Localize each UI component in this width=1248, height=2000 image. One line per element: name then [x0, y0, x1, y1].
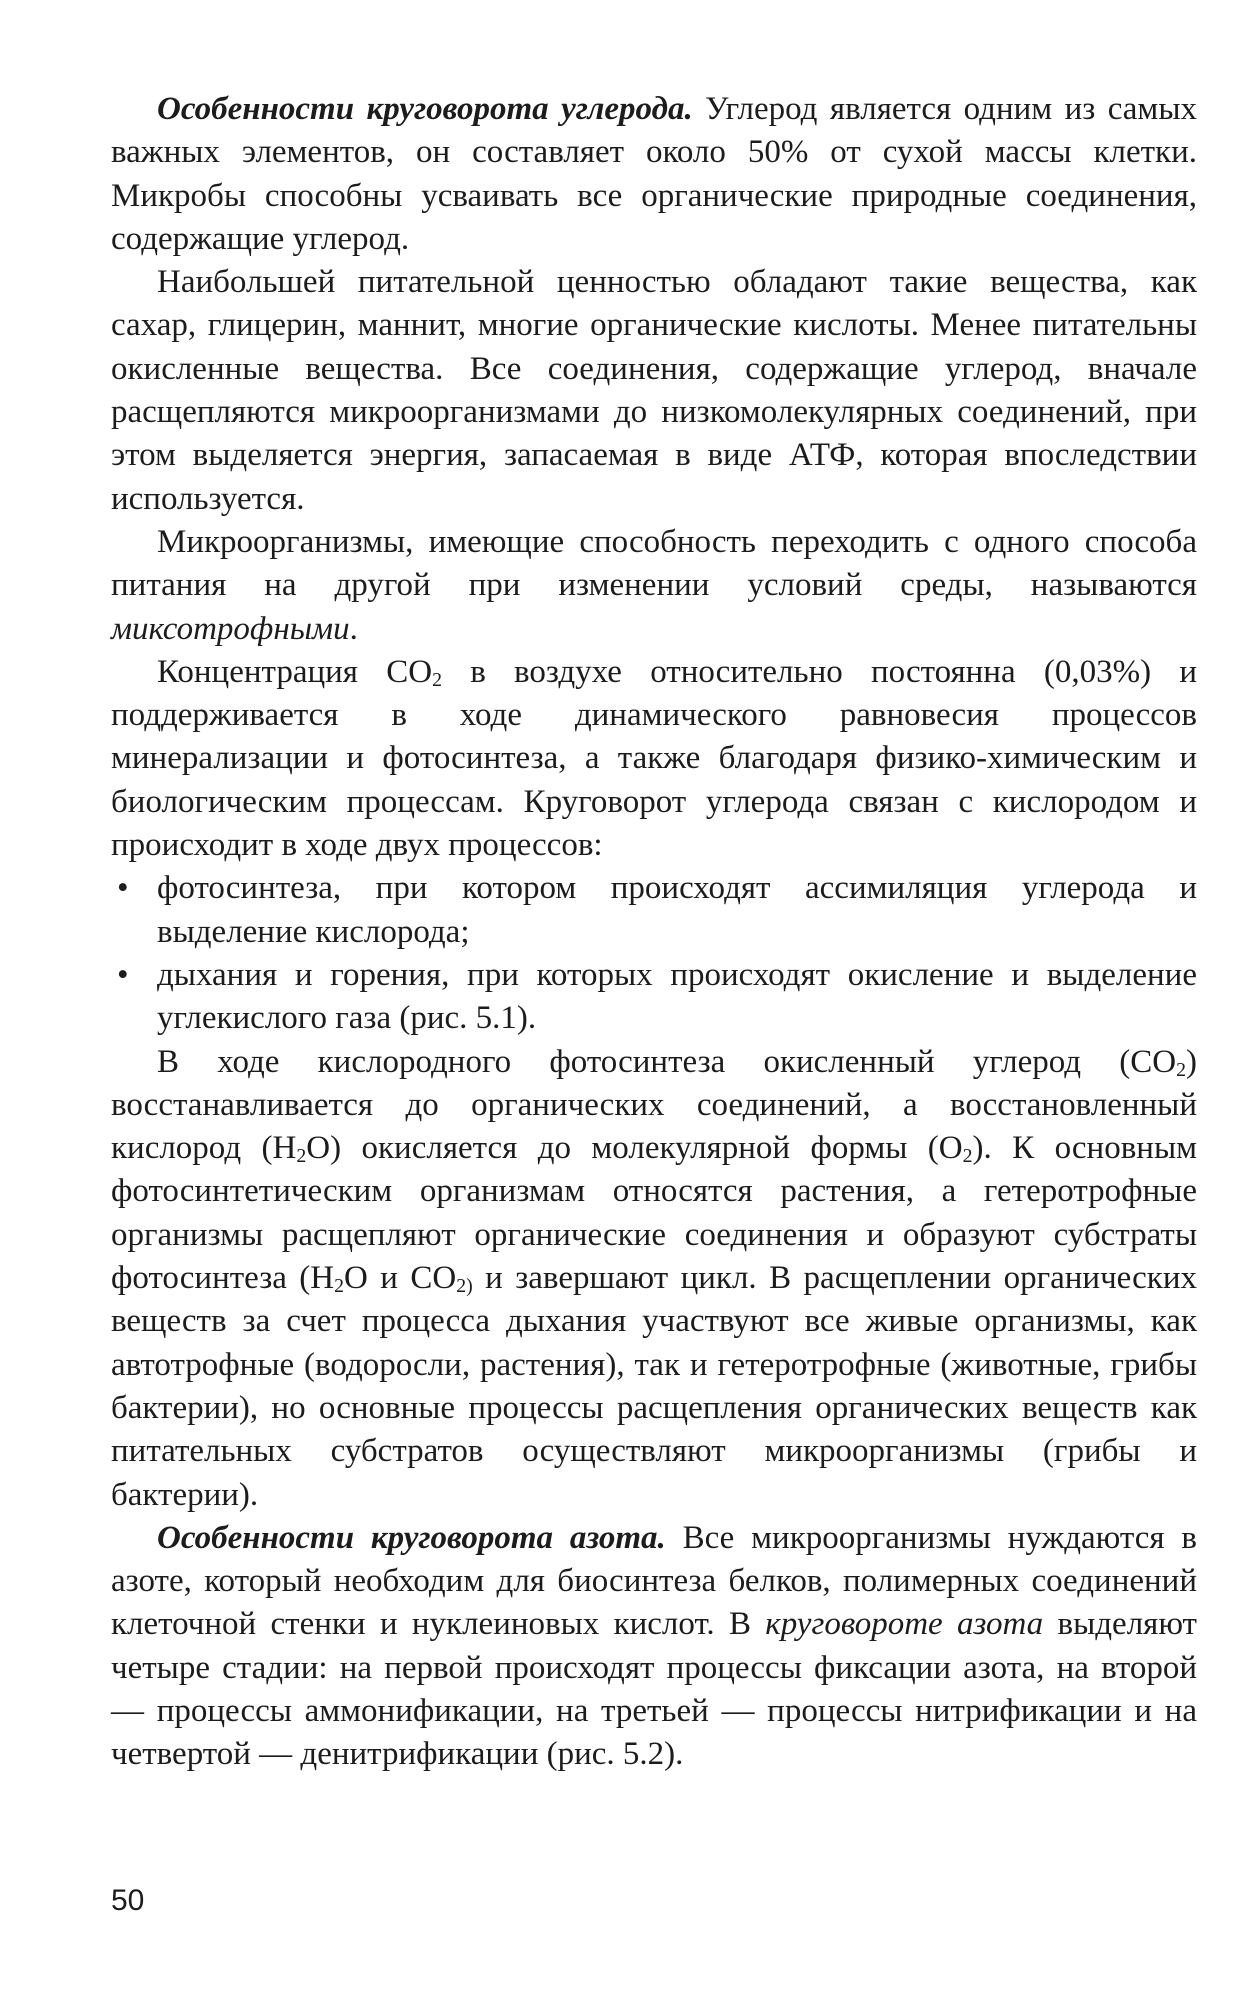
- mixotroph-end: .: [349, 610, 358, 647]
- term-nitrogen-cycle: круговороте азота: [765, 1606, 1044, 1643]
- subscript: 2): [456, 1274, 473, 1297]
- nitrogen-text: Все микроорганизмы нуждаются в азоте, который необходим для биосинтеза белков, полимерных соединений клеточной стенки и нуклеиновых кислот. В: [111, 1519, 1197, 1643]
- paragraph-carbon-intro: [111, 88, 1197, 261]
- photo-text: и завершают цикл. В расщеплении органических веществ за счет процесса дыхания участвуют все живые организмы, как автотрофные (водоросли, растения), так и гетеротрофные (животные, грибы бактерии), но основные процессы расщепления органических веществ как питательных субстратов осуществляют микроорганизмы (грибы и бактерии).: [111, 1260, 1197, 1513]
- bullet-icon: •: [117, 870, 129, 907]
- photo-text: O и CO: [344, 1260, 457, 1297]
- mixotroph-text: Микроорганизмы, имеющие способность переходить с одного способа питания на другой при изменении условий среды, называются: [111, 523, 1197, 604]
- bullet-icon: •: [117, 956, 129, 993]
- subscript: 2: [296, 1145, 307, 1168]
- paragraph-nutrition: Наибольшей питательной ценностью обладают такие вещества, как сахар, глицерин, маннит, многие органические кислоты. Менее питательны окисленные вещества. Все соединения, содержащие углерод, вначале расщепляются микроорганизмами до низкомолекулярных соединений, при этом выделяется энергия, запасаемая в виде АТФ, которая впоследствии используется.: [111, 264, 1197, 517]
- paragraph-mixotroph: [111, 521, 1197, 651]
- list-item-text: дыхания и горения, при которых происходят окисление и выделение углекислого газа (рис. 5.1).: [157, 956, 1197, 1037]
- subscript: 2: [962, 1145, 973, 1168]
- co2-text-start: Концентрация CO: [157, 653, 433, 690]
- page-body: [111, 88, 1197, 1777]
- paragraph-photosynthesis: [111, 1041, 1197, 1517]
- nitrogen-text: выделяют четыре стадии: на первой происходят процессы фиксации азота, на второй — процессы аммонификации, на третьей — процессы нитрификации и на четвертой — денитрификации (рис. 5.2).: [111, 1606, 1197, 1773]
- photo-text: O) окисляется до молекулярной формы (O: [306, 1130, 963, 1167]
- subscript: 2: [334, 1274, 345, 1297]
- list-item-text: фотосинтеза, при котором происходят ассимиляция углерода и выделение кислорода;: [157, 870, 1197, 950]
- co2-text-end: в воздухе относительно постоянна (0,03%) и поддерживается в ходе динамического равновесия процессов минерализации и фотосинтеза, а также благодаря физико-химическим и биологическим процессам. Круговорот углерода связан с кислородом и происходит в ходе двух процессов:: [111, 653, 1197, 864]
- term-mixotroph: миксотрофными: [111, 610, 350, 647]
- subscript: 2: [1176, 1058, 1186, 1081]
- section-heading-nitrogen: Особенности круговорота азота.: [157, 1519, 666, 1556]
- co2-subscript: 2: [432, 668, 442, 691]
- carbon-process-list: [111, 867, 1197, 1040]
- paragraph-co2: [111, 651, 1197, 867]
- carbon-intro-text: Углерод является одним из самых важных элементов, он составляет около 50% от сухой массы клетки. Микробы способны усваивать все органические природные соединения, содержащие углерод.: [111, 91, 1197, 257]
- page-number: 50: [111, 1884, 145, 1917]
- list-item-respiration: [111, 954, 1197, 1041]
- photo-text: В ходе кислородного фотосинтеза окисленный углерод (CO: [157, 1043, 1177, 1080]
- list-item-photosynthesis: [111, 867, 1197, 954]
- photo-text: ) восстанавливается до органических соединений, а восстановленный кислород (H: [111, 1043, 1197, 1167]
- paragraph-nitrogen: [111, 1517, 1197, 1777]
- photo-text: ). К основным фотосинтетическим организмам относятся растения, а гетеротрофные организмы расщепляют органические соединения и образуют субстраты фотосинтеза (H: [111, 1130, 1198, 1297]
- section-heading-carbon: Особенности круговорота углерода.: [157, 91, 693, 127]
